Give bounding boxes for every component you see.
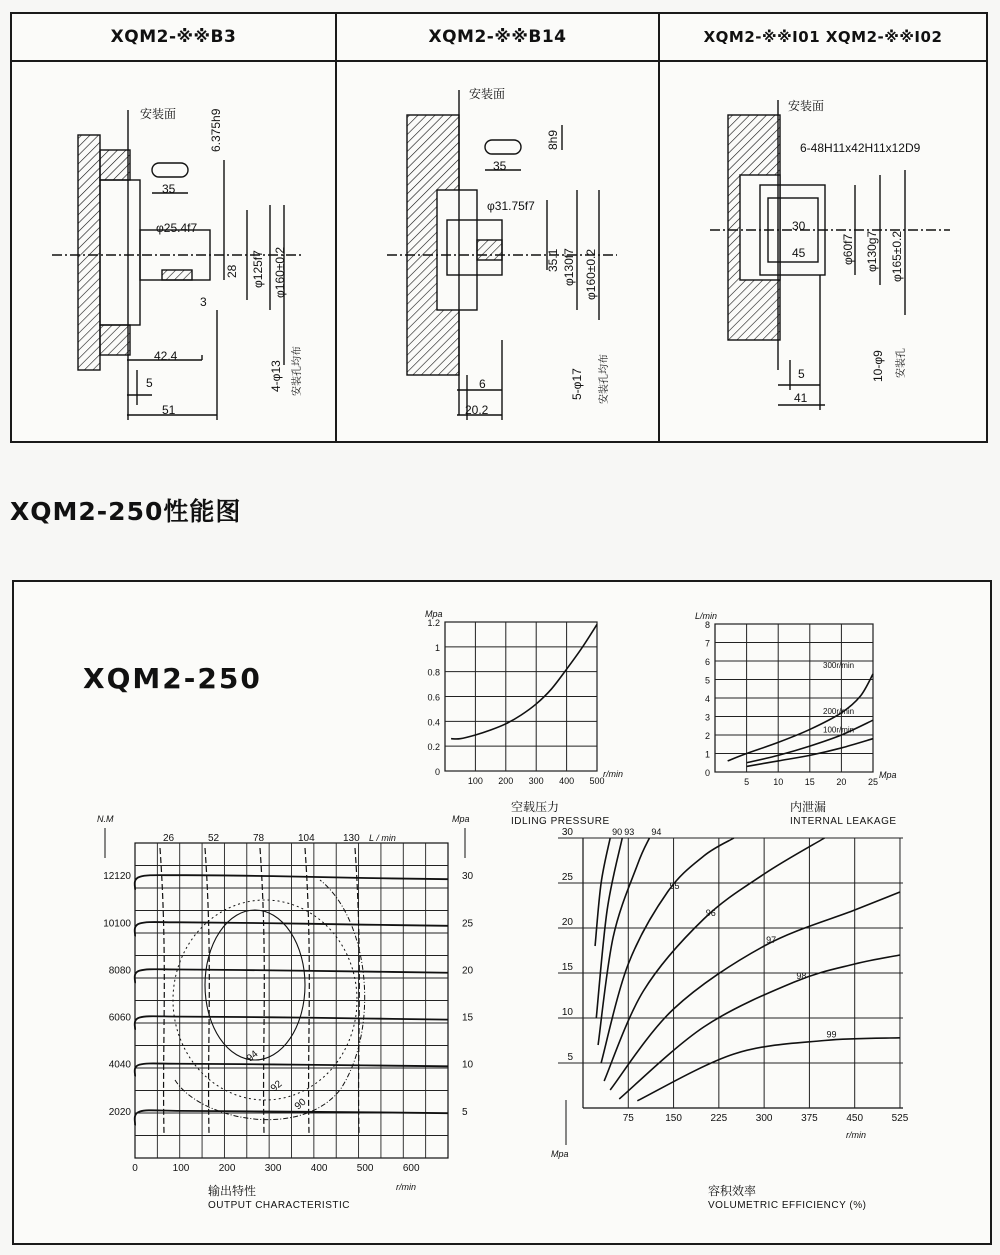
y-tick-label: 20 bbox=[561, 917, 573, 928]
contour-label: 94 bbox=[244, 1048, 261, 1065]
y-tick-label: 5 bbox=[567, 1052, 573, 1063]
x-tick-label: 400 bbox=[310, 1163, 328, 1174]
series-label: 200r/min bbox=[823, 707, 855, 717]
x-axis-label: r/min bbox=[603, 769, 623, 779]
series-label: 300r/min bbox=[823, 660, 855, 670]
efficiency-line-90 bbox=[595, 838, 610, 946]
label-shaft-dia: φ60f7 bbox=[841, 233, 855, 265]
y-tick-label: 0.8 bbox=[427, 667, 440, 678]
y-tick-label: 15 bbox=[561, 962, 573, 973]
label-dim-3: 3 bbox=[200, 295, 207, 309]
right-tick-label: 5 bbox=[462, 1106, 468, 1118]
x-tick-label: 500 bbox=[589, 776, 605, 786]
label-key-width: 6.375h9 bbox=[209, 108, 223, 152]
label-bolt-circle: φ160±0.2 bbox=[584, 248, 598, 300]
series-line-300r/min bbox=[728, 674, 873, 761]
top-tick-label: 26 bbox=[163, 833, 175, 844]
efficiency-label: 95 bbox=[669, 881, 680, 891]
idling-subtitle: IDLING PRESSURE bbox=[511, 816, 610, 827]
x-tick-label: 300 bbox=[264, 1163, 282, 1174]
label-holes-note: 安装孔 bbox=[896, 348, 907, 378]
label-dim-42-4: 42.4 bbox=[154, 349, 178, 363]
label-holes: 10-φ9 bbox=[871, 350, 885, 382]
y-tick-label: 2020 bbox=[108, 1106, 131, 1118]
label-install-face: 安装面 bbox=[788, 99, 825, 113]
y-axis-label: Mpa bbox=[425, 609, 443, 619]
label-pilot-dia: φ125f7 bbox=[251, 250, 265, 288]
x-tick-label: 100 bbox=[467, 776, 483, 786]
y-tick-label: 0 bbox=[704, 768, 710, 778]
x-tick-label: 10 bbox=[773, 777, 784, 787]
label-shaft-dia: φ31.75f7 bbox=[487, 199, 535, 213]
label-holes: 5-φ17 bbox=[570, 368, 584, 400]
y-tick-label: 4040 bbox=[108, 1059, 131, 1071]
y-tick-label: 1 bbox=[434, 642, 440, 653]
y-tick-label: 1 bbox=[704, 749, 710, 760]
x-tick-label: 450 bbox=[846, 1113, 864, 1124]
label-dim-45: 45 bbox=[792, 246, 806, 260]
x-tick-label: 200 bbox=[498, 776, 514, 786]
efficiency-title: 容积效率 bbox=[708, 1184, 757, 1198]
label-dim-6: 6 bbox=[479, 377, 486, 391]
label-dim-20-2: 20.2 bbox=[465, 403, 489, 417]
label-spline: 6-48H11x42H11x12D9 bbox=[800, 141, 921, 155]
efficiency-label: 94 bbox=[651, 827, 662, 837]
efficiency-label: 93 bbox=[624, 827, 635, 837]
y-tick-label: 12120 bbox=[103, 871, 131, 883]
label-install-face: 安装面 bbox=[140, 107, 177, 121]
top-tick-label: 130 bbox=[343, 833, 360, 844]
label-dim-41: 41 bbox=[794, 391, 808, 405]
contour-label: 90 bbox=[292, 1096, 309, 1113]
x-tick-label: 15 bbox=[804, 777, 815, 787]
y-axis-label: N.M bbox=[97, 814, 114, 824]
efficiency-label: 99 bbox=[826, 1029, 837, 1040]
contour-label: 92 bbox=[268, 1078, 285, 1095]
efficiency-label: 98 bbox=[796, 971, 807, 981]
top-tick-label: 78 bbox=[253, 833, 265, 844]
top-tick-label: 52 bbox=[208, 833, 220, 844]
output-subtitle: OUTPUT CHARACTERISTIC bbox=[208, 1200, 350, 1211]
x-axis-label: r/min bbox=[846, 1130, 866, 1140]
right-tick-label: 25 bbox=[462, 918, 474, 930]
efficiency-line-96 bbox=[604, 838, 824, 1081]
efficiency-line-95 bbox=[601, 838, 734, 1063]
label-holes: 4-φ13 bbox=[269, 360, 283, 392]
x-tick-label: 20 bbox=[836, 777, 847, 787]
output-title: 输出特性 bbox=[208, 1184, 257, 1198]
label-dim-51: 51 bbox=[162, 403, 176, 417]
y-axis-label: Mpa bbox=[551, 1149, 569, 1159]
y-tick-label: 25 bbox=[561, 872, 573, 883]
x-tick-label: 500 bbox=[356, 1163, 374, 1174]
y-tick-label: 3 bbox=[704, 712, 710, 723]
efficiency-label: 96 bbox=[705, 908, 716, 918]
y-tick-label: 10 bbox=[561, 1007, 573, 1018]
y-tick-label: 1.2 bbox=[427, 618, 440, 628]
x-tick-label: 525 bbox=[891, 1113, 909, 1124]
label-dim-30: 30 bbox=[792, 219, 806, 233]
efficiency-contour-92 bbox=[173, 900, 357, 1100]
drawing-title-b14: XQM2-※※B14 bbox=[337, 14, 658, 62]
section-title: XQM2-250性能图 bbox=[10, 497, 242, 526]
label-key-width: 8h9 bbox=[546, 129, 560, 150]
top-tick-label: 104 bbox=[298, 833, 315, 844]
y-tick-label: 2 bbox=[704, 731, 710, 741]
top-axis-label: L / min bbox=[369, 833, 396, 843]
x-axis-label: r/min bbox=[396, 1182, 416, 1192]
y-tick-label: 6 bbox=[704, 657, 710, 667]
leakage-subtitle: INTERNAL LEAKAGE bbox=[790, 816, 897, 827]
x-tick-label: 150 bbox=[665, 1113, 682, 1124]
y-tick-label: 8 bbox=[704, 620, 710, 630]
model-label: XQM2-250 bbox=[83, 662, 262, 695]
y-tick-label: 7 bbox=[704, 638, 710, 649]
y-axis-label: L/min bbox=[695, 611, 718, 621]
efficiency-contour-94 bbox=[205, 910, 305, 1060]
right-tick-label: 15 bbox=[462, 1012, 474, 1024]
y-tick-label: 0 bbox=[434, 767, 440, 777]
y-tick-label: 5 bbox=[704, 675, 710, 686]
label-bolt-circle: φ165±0.2 bbox=[890, 230, 904, 282]
x-tick-label: 600 bbox=[402, 1163, 420, 1174]
x-tick-label: 75 bbox=[622, 1113, 634, 1124]
right-axis-label: Mpa bbox=[452, 814, 470, 824]
efficiency-subtitle: VOLUMETRIC EFFICIENCY (%) bbox=[708, 1200, 867, 1211]
efficiency-line-94 bbox=[598, 838, 649, 1045]
x-tick-label: 25 bbox=[867, 777, 879, 787]
right-tick-label: 30 bbox=[462, 871, 474, 883]
series-label: 100r/min bbox=[823, 725, 855, 735]
label-holes-note: 安装孔均布 bbox=[292, 346, 303, 396]
label-dim-5: 5 bbox=[798, 367, 805, 381]
drawing-title-i01-i02: XQM2-※※I01 XQM2-※※I02 bbox=[660, 14, 986, 62]
x-tick-label: 5 bbox=[744, 777, 750, 787]
y-tick-label: 0.6 bbox=[427, 692, 440, 703]
label-bolt-circle: φ160±0.2 bbox=[273, 246, 287, 298]
x-tick-label: 400 bbox=[559, 776, 575, 786]
efficiency-line-98 bbox=[619, 955, 900, 1099]
y-tick-label: 8080 bbox=[108, 965, 131, 977]
label-shaft-height: 28 bbox=[225, 264, 239, 278]
label-shaft-height: 35.1 bbox=[546, 248, 560, 272]
right-tick-label: 20 bbox=[462, 965, 474, 977]
y-tick-label: 6060 bbox=[108, 1012, 131, 1024]
x-tick-label: 200 bbox=[218, 1163, 236, 1174]
label-pilot-dia: φ130g7 bbox=[865, 230, 879, 272]
x-tick-label: 100 bbox=[172, 1163, 190, 1174]
label-dim-5: 5 bbox=[146, 376, 153, 390]
label-pilot-dia: φ130f7 bbox=[562, 248, 576, 286]
leakage-title: 内泄漏 bbox=[790, 800, 827, 814]
drawing-title-b3: XQM2-※※B3 bbox=[12, 14, 335, 62]
y-tick-label: 10100 bbox=[103, 918, 131, 930]
x-tick-label: 0 bbox=[132, 1163, 138, 1174]
right-tick-label: 10 bbox=[462, 1059, 474, 1071]
y-tick-label: 4 bbox=[704, 694, 710, 704]
label-key-length: 35 bbox=[493, 159, 507, 173]
x-tick-label: 300 bbox=[755, 1113, 773, 1124]
y-tick-label: 0.2 bbox=[427, 742, 440, 753]
label-install-face: 安装面 bbox=[469, 87, 506, 101]
efficiency-label: 90 bbox=[612, 827, 623, 837]
label-key-length: 35 bbox=[162, 182, 176, 196]
x-tick-label: 225 bbox=[710, 1113, 728, 1124]
label-shaft-dia: φ25.4f7 bbox=[156, 221, 198, 235]
label-holes-note: 安装孔均布 bbox=[599, 354, 610, 404]
x-tick-label: 300 bbox=[528, 776, 544, 786]
x-tick-label: 375 bbox=[801, 1113, 818, 1124]
y-tick-label: 0.4 bbox=[427, 717, 440, 728]
x-axis-label: Mpa bbox=[879, 770, 897, 780]
idling-title: 空载压力 bbox=[511, 800, 560, 814]
y-tick-label: 30 bbox=[561, 827, 573, 838]
efficiency-line-97 bbox=[610, 892, 900, 1090]
efficiency-label: 97 bbox=[766, 935, 777, 945]
